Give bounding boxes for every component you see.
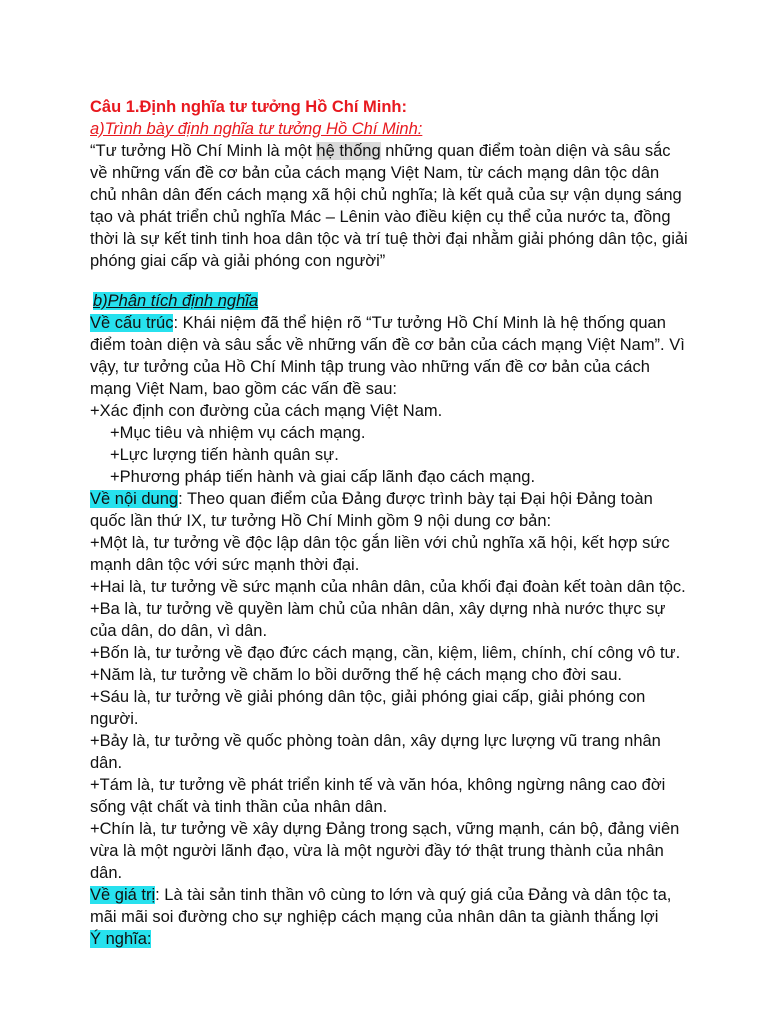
value-paragraph bbox=[90, 884, 690, 928]
structure-item: +Lực lượng tiến hành quân sự. bbox=[110, 446, 339, 464]
definition-quote bbox=[90, 140, 690, 272]
content-item: +Ba là, tư tưởng về quyền làm chủ của nhân dân, xây dựng nhà nước thực sự của dân, do dân, vì dân. bbox=[90, 600, 666, 640]
structure-item-main: +Xác định con đường của cách mạng Việt Nam. bbox=[90, 402, 443, 420]
section-b-heading-line bbox=[90, 290, 690, 312]
quote-start: “Tư tưởng Hồ Chí Minh là một bbox=[90, 142, 317, 160]
content-item: +Sáu là, tư tưởng về giải phóng dân tộc, giải phóng giai cấp, giải phóng con người. bbox=[90, 688, 646, 728]
content-label: Về nội dung bbox=[90, 490, 179, 508]
meaning-paragraph bbox=[90, 928, 690, 950]
document-body bbox=[90, 96, 690, 950]
content-item: +Bảy là, tư tưởng về quốc phòng toàn dân, xây dựng lực lượng vũ trang nhân dân. bbox=[90, 732, 661, 772]
value-label: Về giá trị bbox=[90, 886, 156, 904]
value-text: : Là tài sản tinh thần vô cùng to lớn và quý giá của Đảng và dân tộc ta, mãi mãi soi đường cho sự nghiệp cách mạng của nhân dân ta giành thắng lợi bbox=[90, 886, 672, 926]
content-paragraph bbox=[90, 488, 690, 532]
content-item: +Hai là, tư tưởng về sức mạnh của nhân dân, của khối đại đoàn kết toàn dân tộc. bbox=[90, 578, 686, 596]
content-item: +Năm là, tư tưởng về chăm lo bồi dưỡng thế hệ cách mạng cho đời sau. bbox=[90, 666, 622, 684]
structure-item: +Mục tiêu và nhiệm vụ cách mạng. bbox=[110, 424, 366, 442]
content-item: +Chín là, tư tưởng về xây dựng Đảng trong sạch, vững mạnh, cán bộ, đảng viên vừa là một người lãnh đạo, vừa là một người đầy tớ thật trung thành của nhân dân. bbox=[90, 820, 680, 882]
meaning-label: Ý nghĩa: bbox=[90, 930, 152, 948]
structure-text: : Khái niệm đã thể hiện rõ “Tư tưởng Hồ Chí Minh là hệ thống quan điểm toàn diện và sâu sắc về những vấn đề cơ bản của cách mạng Việt Nam”. Vì vậy, tư tưởng của Hồ Chí Minh tập trung vào những vấn đề cơ bản của cách mạng Việt Nam, bao gồm các vấn đề sau: bbox=[90, 314, 685, 398]
question-title: Câu 1.Định nghĩa tư tưởng Hồ Chí Minh: bbox=[90, 98, 408, 116]
structure-paragraph bbox=[90, 312, 690, 400]
section-a-heading: a)Trình bày định nghĩa tư tưởng Hồ Chí Minh: bbox=[90, 120, 423, 138]
content-item: +Bốn là, tư tưởng về đạo đức cách mạng, cần, kiệm, liêm, chính, chí công vô tư. bbox=[90, 644, 681, 662]
quote-rest: những quan điểm toàn diện và sâu sắc về những vấn đề cơ bản của cách mạng Việt Nam, từ cách mạng dân tộc dân chủ nhân dân đến cách mạng xã hội chủ nghĩa; là kết quả của sự vận dụng sáng tạo và phát triển chủ nghĩa Mác – Lênin vào điều kiện cụ thể của nước ta, đồng thời là sự kết tinh tinh hoa dân tộc và trí tuệ thời đại nhằm giải phóng dân tộc, giải phóng giai cấp và giải phóng con người” bbox=[90, 142, 688, 270]
structure-label: Về cấu trúc bbox=[90, 314, 174, 332]
quote-highlight: hệ thống bbox=[316, 142, 381, 160]
structure-item: +Phương pháp tiến hành và giai cấp lãnh đạo cách mạng. bbox=[110, 468, 536, 486]
paragraph-gap bbox=[90, 272, 690, 290]
content-text: : Theo quan điểm của Đảng được trình bày tại Đại hội Đảng toàn quốc lần thứ IX, tư tưởng Hồ Chí Minh gồm 9 nội dung cơ bản: bbox=[90, 490, 653, 530]
content-item: +Một là, tư tưởng về độc lập dân tộc gắn liền với chủ nghĩa xã hội, kết hợp sức mạnh dân tộc với sức mạnh thời đại. bbox=[90, 534, 670, 574]
section-b-heading: b)Phân tích định nghĩa bbox=[93, 292, 259, 310]
content-item: +Tám là, tư tưởng về phát triển kinh tế và văn hóa, không ngừng nâng cao đời sống vật chất và tinh thần của nhân dân. bbox=[90, 776, 666, 816]
